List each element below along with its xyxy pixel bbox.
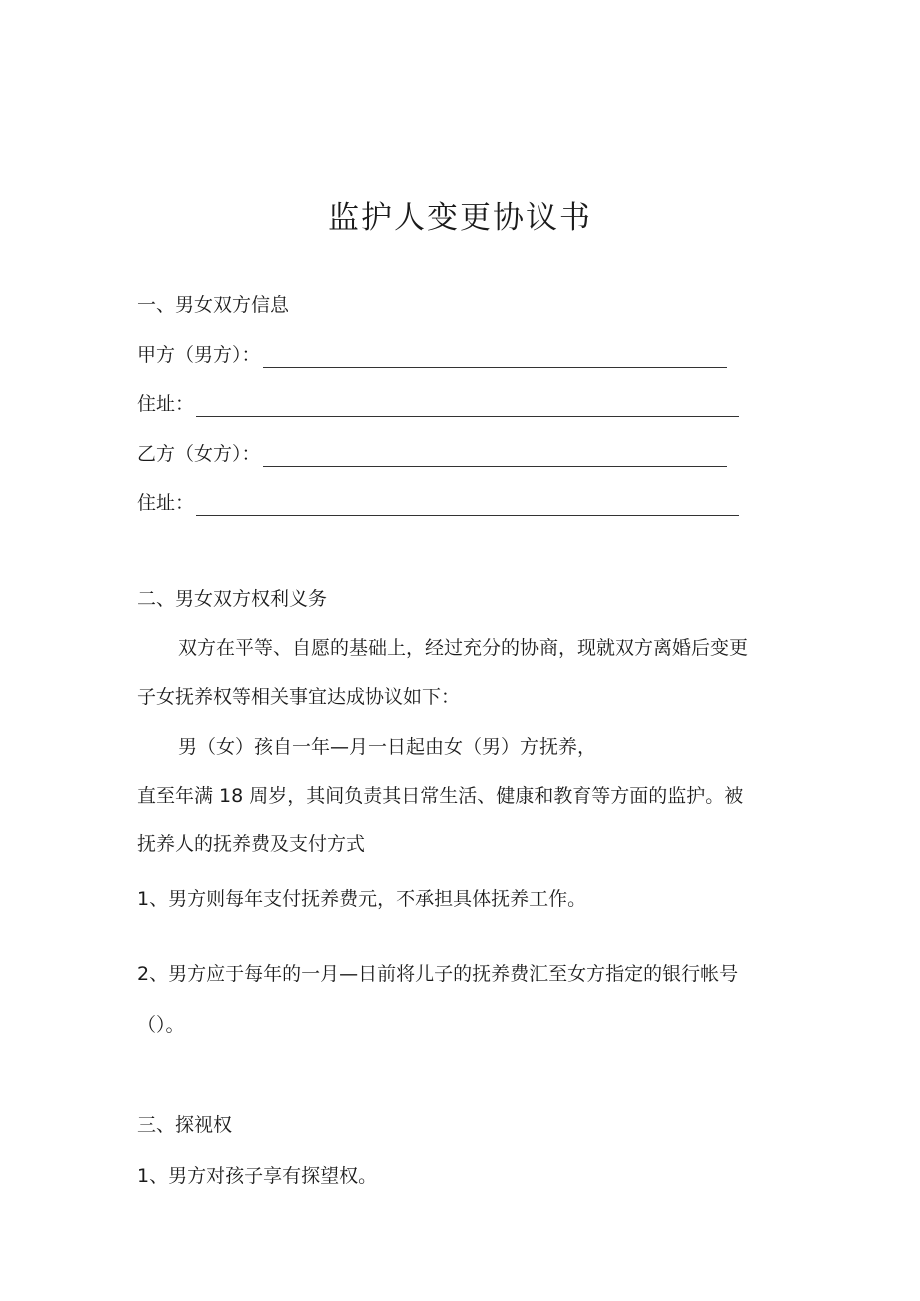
- clause-item-2: 2、男方应于每年的一月—日前将儿子的抚养费汇至女方指定的银行帐号: [137, 963, 739, 985]
- party-b-row: [137, 441, 727, 467]
- clause-item-1: 1、男方则每年支付抚养费元，不承担具体抚养工作。: [137, 888, 587, 910]
- party-a-row: [137, 342, 727, 368]
- address-b-label: 住址：: [137, 492, 195, 514]
- paragraph-line: 子女抚养权等相关事宜达成协议如下：: [137, 686, 461, 708]
- paragraph-line: 双方在平等、自愿的基础上，经过充分的协商，现就双方离婚后变更: [178, 637, 749, 659]
- section3-item-1: 1、男方对孩子享有探望权。: [137, 1165, 378, 1187]
- paragraph-line: 直至年满 18 周岁，其间负责其日常生活、健康和教育等方面的监护。被: [137, 785, 744, 807]
- address-a-label: 住址：: [137, 393, 195, 415]
- section3-heading: 三、探视权: [137, 1114, 233, 1136]
- address-a-row: [137, 391, 739, 417]
- clause-item-2-continued: （）。: [137, 1014, 185, 1036]
- party-b-blank: [263, 446, 727, 467]
- address-b-row: [137, 490, 739, 516]
- address-a-blank: [196, 396, 739, 417]
- party-b-label: 乙方（女方）：: [137, 443, 261, 465]
- document-title: 监护人变更协议书: [328, 200, 592, 236]
- party-a-label: 甲方（男方）：: [137, 344, 261, 366]
- section1-heading: 一、男女双方信息: [137, 294, 290, 316]
- party-a-blank: [263, 347, 727, 368]
- section2-heading: 二、男女双方权利义务: [137, 588, 328, 610]
- address-b-blank: [196, 495, 739, 516]
- paragraph-line: 男（女）孩自一年—月一日起由女（男）方抚养，: [178, 736, 597, 758]
- paragraph-line: 抚养人的抚养费及支付方式: [137, 833, 366, 855]
